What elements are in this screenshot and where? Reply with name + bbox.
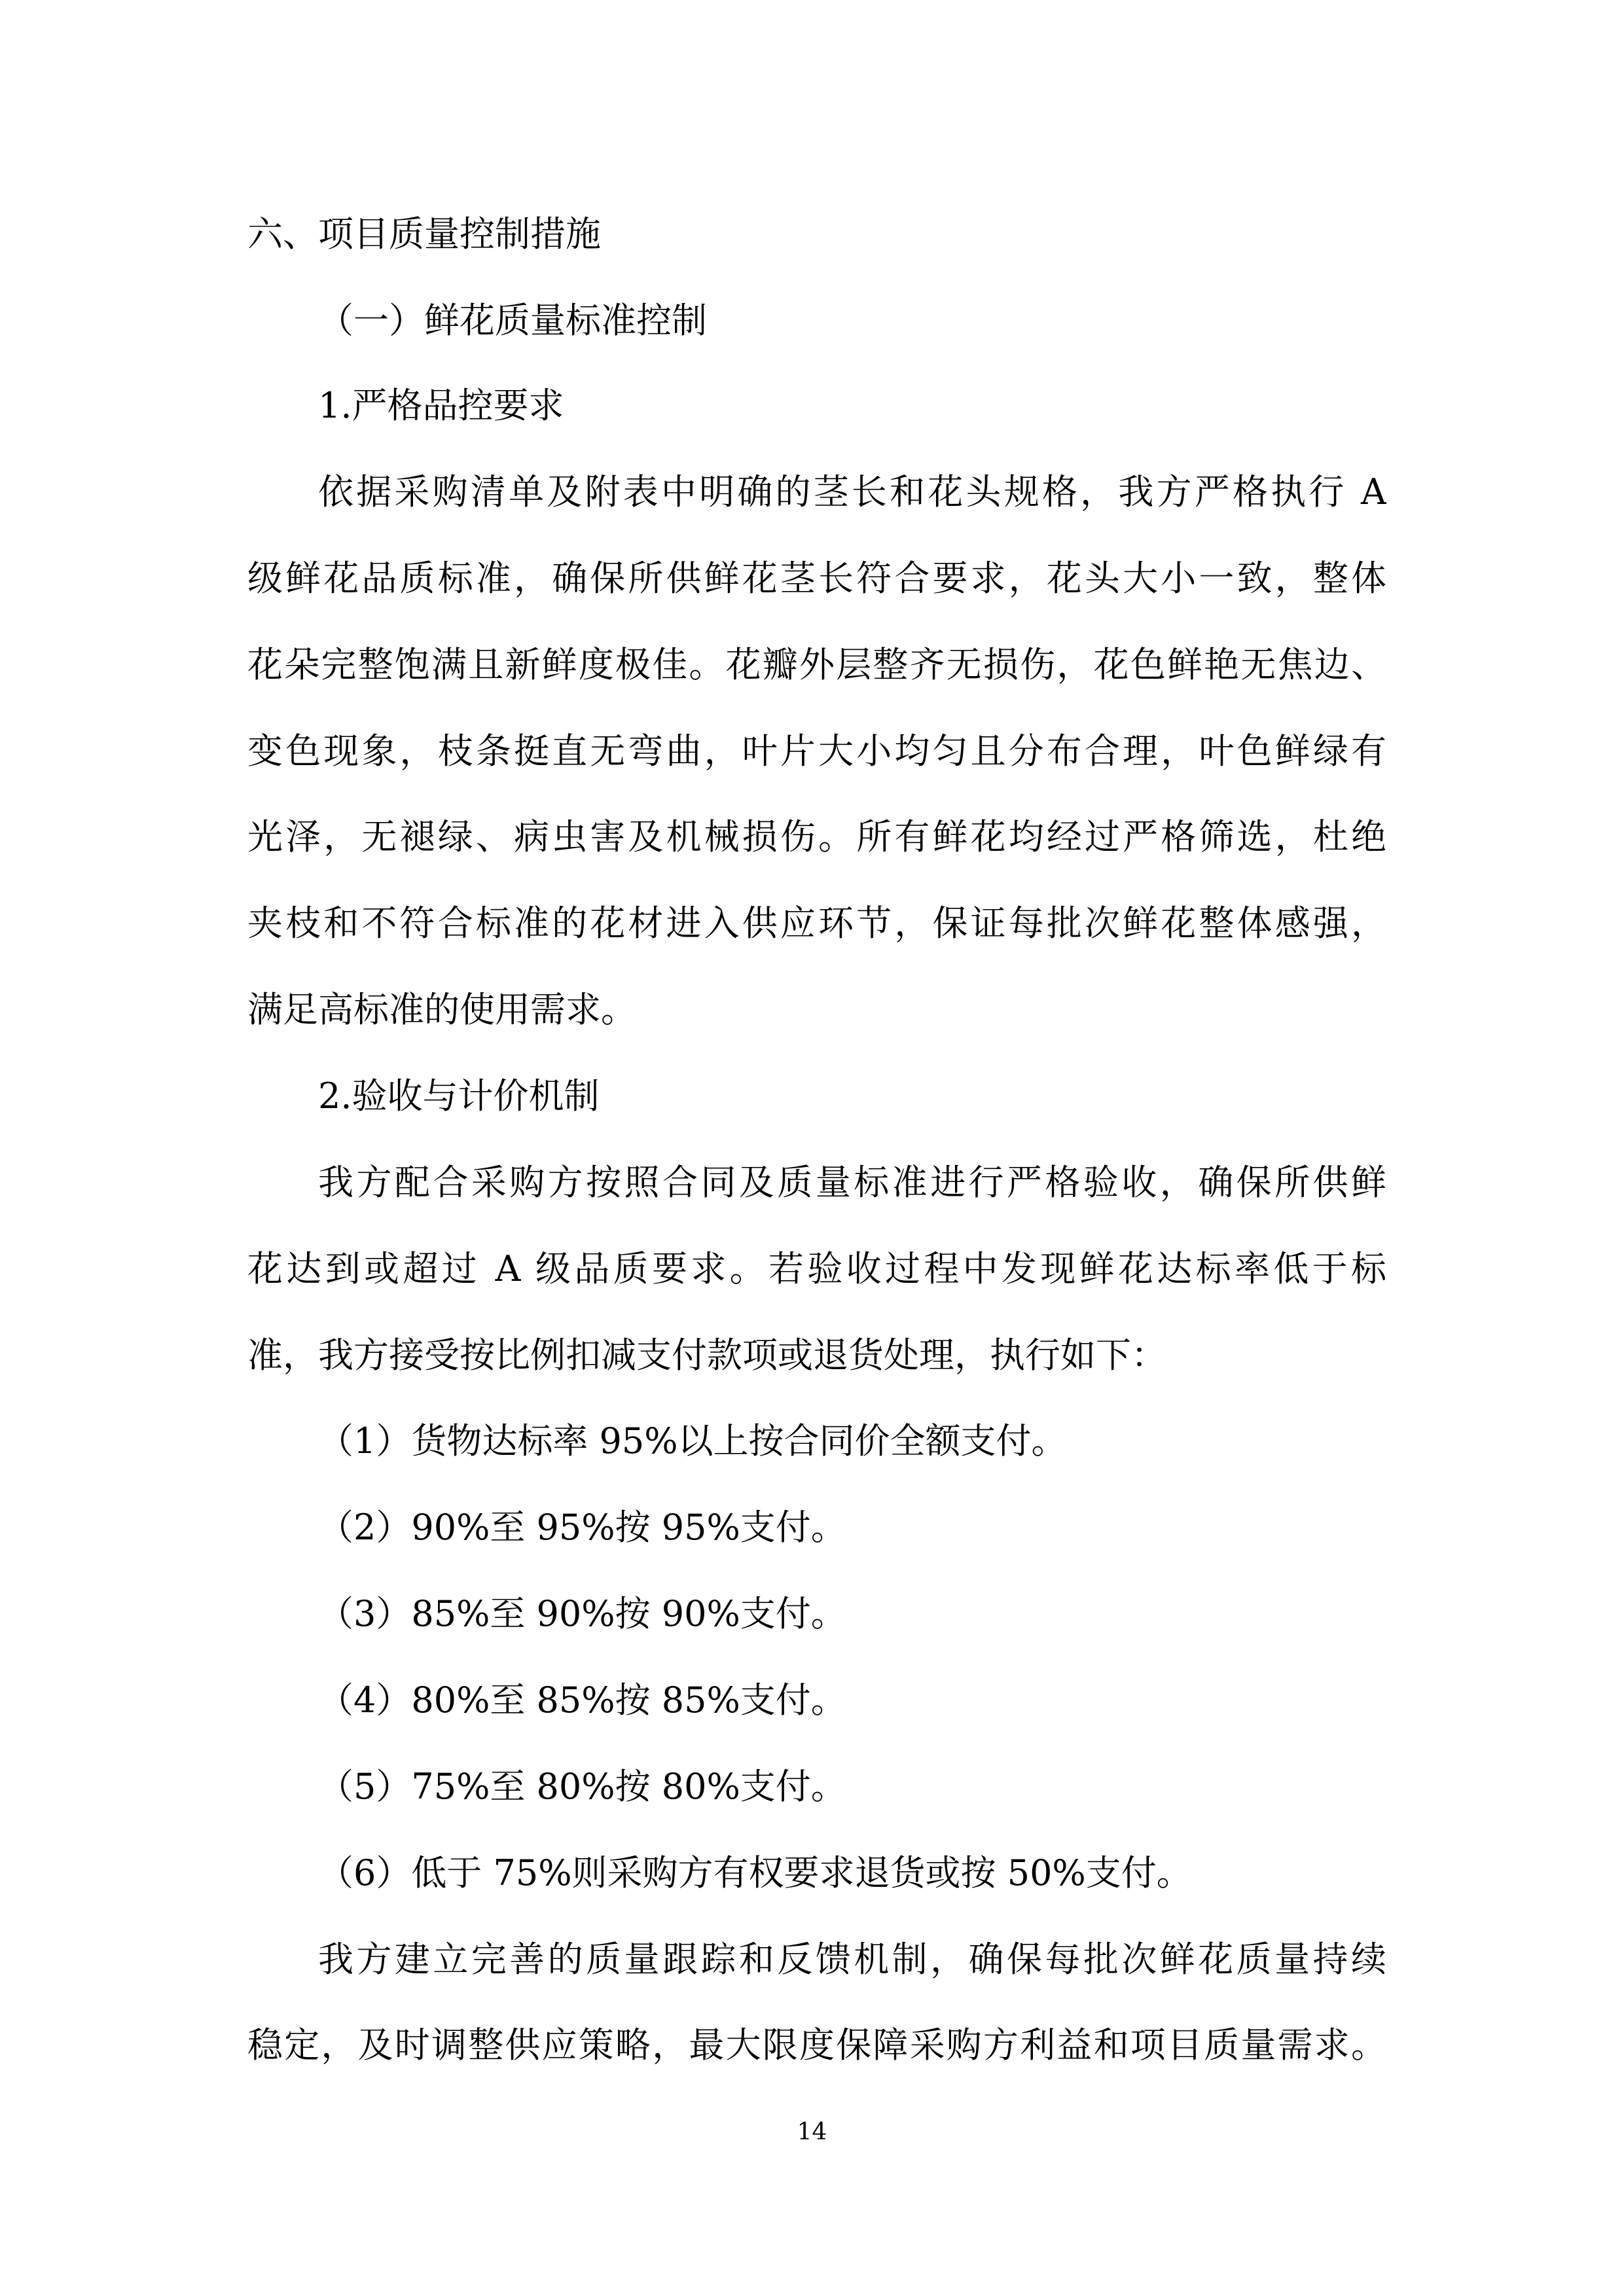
payment-rule: （3）85%至 90%按 90%支付。 xyxy=(318,1593,846,1634)
item-heading-quality-requirements: 1.严格品控要求 xyxy=(318,385,564,426)
paragraph-line: 满足高标准的使用需求。 xyxy=(247,989,636,1030)
page-number: 14 xyxy=(797,2119,827,2145)
paragraph-line: 光泽，无褪绿、病虫害及机械损伤。所有鲜花均经过严格筛选，杜绝 xyxy=(247,816,1386,857)
paragraph-line: 级鲜花品质标准，确保所供鲜花茎长符合要求，花头大小一致，整体 xyxy=(247,558,1386,599)
payment-rule: （2）90%至 95%按 95%支付。 xyxy=(318,1507,846,1548)
paragraph-line: 花朵完整饱满且新鲜度极佳。花瓣外层整齐无损伤，花色鲜艳无焦边、 xyxy=(247,644,1386,685)
payment-rule: （5）75%至 80%按 80%支付。 xyxy=(318,1766,846,1807)
payment-rule: （4）80%至 85%按 85%支付。 xyxy=(318,1679,846,1721)
subsection-heading: （一）鲜花质量标准控制 xyxy=(318,300,707,341)
section-heading: 六、项目质量控制措施 xyxy=(247,213,601,255)
paragraph-line: 依据采购清单及附表中明确的茎长和花头规格，我方严格执行 A xyxy=(318,471,1386,512)
paragraph-line: 我方配合采购方按照合同及质量标准进行严格验收，确保所供鲜 xyxy=(318,1162,1386,1203)
payment-rule: （1）货物达标率 95%以上按合同价全额支付。 xyxy=(318,1420,1067,1462)
paragraph-line: 夹枝和不符合标准的花材进入供应环节，保证每批次鲜花整体感强， xyxy=(247,903,1386,944)
paragraph-line: 花达到或超过 A 级品质要求。若验收过程中发现鲜花达标率低于标 xyxy=(247,1248,1386,1289)
payment-rule: （6）低于 75%则采购方有权要求退货或按 50%支付。 xyxy=(318,1852,1192,1893)
paragraph-line: 稳定，及时调整供应策略，最大限度保障采购方利益和项目质量需求。 xyxy=(247,2024,1386,2066)
paragraph-line: 准，我方接受按比例扣减支付款项或退货处理，执行如下： xyxy=(247,1335,1166,1376)
paragraph-line: 变色现象，枝条挺直无弯曲，叶片大小均匀且分布合理，叶色鲜绿有 xyxy=(247,730,1386,772)
item-heading-acceptance-pricing: 2.验收与计价机制 xyxy=(318,1075,600,1117)
paragraph-line: 我方建立完善的质量跟踪和反馈机制，确保每批次鲜花质量持续 xyxy=(318,1939,1386,1980)
